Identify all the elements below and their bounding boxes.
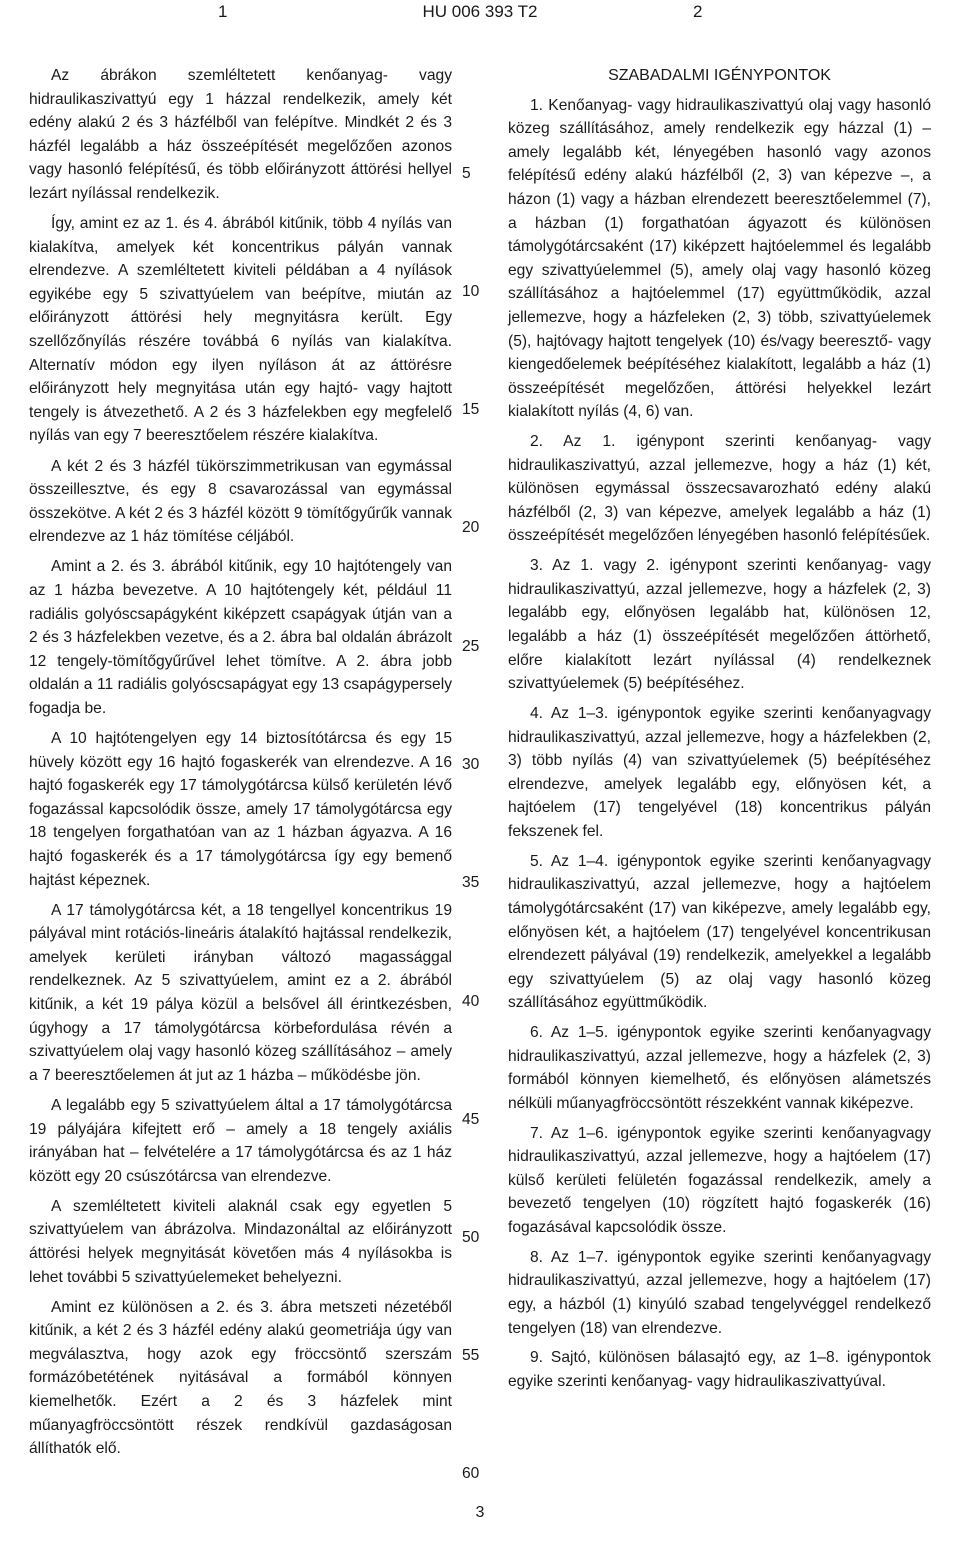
line-number: 20	[462, 519, 480, 536]
header-page-left: 1	[218, 2, 228, 21]
line-number: 50	[462, 1229, 480, 1246]
paragraph: A szemléltetett kiviteli alaknál csak egy egyetlen 5 szivattyúelem van ábrázolva. Mindazonáltal az előirányzott áttörési helyek megnyitását követően más 4 nyílásokba is lehet további 5 szivattyúelemeket behelyezni.	[29, 1197, 452, 1286]
claim: 9. Sajtó, különösen bálasajtó egy, az 1–8. igénypontok egyike szerinti kenőanyag- vagy hidraulikaszivattyúval.	[508, 1349, 931, 1390]
claim: 4. Az 1–3. igénypontok egyike szerinti kenőanyagvagy hidraulikaszivattyú, azzal jellemezve, hogy a házfelekben (2, 3) több nyílás (4) van szivattyúelemek (5) beépítéséhez elrendezve, amelyek legalább egy, előnyösen két, a hajtóelem (17) tengelyével (18) koncentrikus pályán fekszenek fel.	[508, 705, 931, 840]
line-number: 5	[462, 165, 471, 182]
line-number: 30	[462, 756, 480, 773]
line-number: 15	[462, 401, 480, 418]
paragraph: Amint ez különösen a 2. és 3. ábra metszeti nézetéből kitűnik, a két 2 és 3 házfél edény alakú geometriája úgy van megválasztva, hogy azok egy fröccsöntő szerszám formázóbetétének nyitásával a formából könnyen kiemelhetők. Ezért a 2 és 3 házfelek mint műanyagfröccsöntött részek rendkívül gazdaságosan állíthatók elő.	[29, 1298, 452, 1458]
paragraph: Az ábrákon szemléltetett kenőanyag- vagy hidraulikaszivattyú egy 1 házzal rendelkezik, amely két edény alakú 2 és 3 házfélből van felépítve. Mindkét 2 és 3 házfél legalább a ház összeépítését megelőzően azonos vagy hasonló felépítésű, és több előirányzott áttörési hellyel lezárt nyílással rendelkezik.	[29, 67, 452, 202]
header-doc-number: HU 006 393 T2	[422, 2, 538, 21]
paragraph: A 17 támolygótárcsa két, a 18 tengellyel koncentrikus 19 pályával mint rotációs-lineáris átalakító hajtással rendelkezik, amelyek kerületi irányban változó magassággal rendelkeznek. Az 5 szivattyúelem, amint ez a 2. ábrából kitűnik, a két 19 pálya közül a belsővel áll érintkezésben, úgyhogy a 17 támolygótárcsa körbefordulása révén a szivattyúelem olaj vagy hasonló közeg szállításához – amely a 7 beeresztőelemen át jut az 1 házba – működésbe jön.	[29, 901, 452, 1084]
footer-page-number: 3	[475, 1504, 485, 1521]
paragraph: Amint a 2. és 3. ábrából kitűnik, egy 10 hajtótengely van az 1 házba bevezetve. A 10 hajtótengely két, például 11 radiális golyóscsapágyként kiképzett csapágyak útján van a 2 és 3 házfelekben vezetve, és a 2. ábra bal oldalán ábrázolt 12 tengely-tömítőgyűrűvel lehet tömítve. A 2. ábra jobb oldalán a 11 radiális golyóscsapágyat egy 13 csapágypersely fogadja be.	[29, 558, 452, 717]
claim: 2. Az 1. igénypont szerinti kenőanyag- vagy hidraulikaszivattyú, azzal jellemezve, hogy a ház (1) két, különösen egymással összecsavarozható edény alakú házfélből (2, 3) van képezve, amelyek legalább a ház (1) összeépítését megelőzően lényegében hasonló felépítésűek.	[508, 433, 931, 545]
line-number: 45	[462, 1111, 480, 1128]
line-number: 55	[462, 1347, 480, 1364]
claims-title: SZABADALMI IGÉNYPONTOK	[608, 67, 831, 84]
header-page-right: 2	[693, 2, 703, 21]
line-number: 60	[462, 1465, 480, 1482]
claim: 7. Az 1–6. igénypontok egyike szerinti kenőanyagvagy hidraulikaszivattyú, azzal jellemezve, hogy a hajtóelem (17) külső kerületi felületén fogazással rendelkezik, amely a bevezető tengelyen (10) rögzített hajtó fogaskerék (16) fogazásával kapcsolódik össze.	[508, 1124, 931, 1237]
claim: 3. Az 1. vagy 2. igénypont szerinti kenőanyag- vagy hidraulikaszivattyú, azzal jellemezve, hogy a házfelek (2, 3) legalább egy, előnyösen legalább hat, különösen 12, legalább a ház (1) összeépítését megelőzően áttörhető, előre kialakított lezárt nyílással (4) rendelkeznek szivattyúelemek (5) beépítéséhez.	[508, 557, 931, 693]
paragraph: Így, amint ez az 1. és 4. ábrából kitűnik, több 4 nyílás van kialakítva, amelyek két koncentrikus pályán vannak elrendezve. A szemléltetett kiviteli példában a 4 nyílások egyikébe egy 5 szivattyúelem van beépítve, miután az előirányzott áttörési hely megnyitásra került. Egy szellőzőnyílás részére továbbá 6 nyílás van kialakítva. Alternatív módon egy ilyen nyíláson át az áttörésre előirányzott hely megnyitása után egy hajtó- vagy hajtott tengely is átvezethető. A 2 és 3 házfelekben egy megfelelő nyílás van egy 7 beeresztőelem részére kialakítva.	[29, 215, 452, 445]
line-number: 40	[462, 993, 480, 1010]
claims-column	[508, 64, 931, 1400]
line-number: 10	[462, 283, 480, 300]
description-column	[29, 64, 452, 1467]
line-number: 25	[462, 638, 480, 655]
claim: 5. Az 1–4. igénypontok egyike szerinti kenőanyagvagy hidraulikaszivattyú, azzal jellemezve, hogy a hajtóelem támolygótárcsaként (17) van kiképezve, amely legalább egy, előnyösen két, a hajtóelem (17) tengelyével koncentrikusan elrendezett pályával (19) rendelkezik, amelyekkel a legalább egy szivattyúelem (5) az olaj vagy hasonló közeg szállításához együttműködik.	[508, 852, 931, 1012]
claim: 1. Kenőanyag- vagy hidraulikaszivattyú olaj vagy hasonló közeg szállításához, amely rendelkezik egy házzal (1) – amely legalább két, lényegében hasonló vagy azonos felépítésű edény alakú házfélből (2, 3) van képezve –, a házon (1) vagy a házban elrendezett beeresztőelemmel (7), a házban (1) forgathatóan ágyazott és különösen támolygótárcsaként (17) kiképzett hajtóelemmel és legalább egy szivattyúelemmel (5), amely olaj vagy hasonló közeg szállításához a hajtóelemmel (17) együttműködik, azzal jellemezve, hogy a házfeleken (2, 3) több, szivattyúelemek (5), hajtóvagy hajtott tengelyek (10) és/vagy beeresztő- vagy kiengedőelemek beépítéséhez kialakított, legalább a ház (1) összeépítését megelőzően, áttörési helyekkel lezárt kialakított nyílás (4, 6) van.	[508, 96, 931, 421]
paragraph: A két 2 és 3 házfél tükörszimmetrikusan van egymással összeillesztve, és egy 8 csavarozással van egymással összekötve. A két 2 és 3 házfél között 9 tömítőgyűrűk vannak elrendezve az 1 ház tömítése céljából.	[29, 457, 452, 546]
claim: 6. Az 1–5. igénypontok egyike szerinti kenőanyagvagy hidraulikaszivattyú, azzal jellemezve, hogy a házfelek (2, 3) formából könnyen kiemelhető, és előnyösen alámetszés nélküli műanyagfröccsöntött részekként vannak kiképezve.	[508, 1024, 931, 1112]
paragraph: A 10 hajtótengelyen egy 14 biztosítótárcsa és egy 15 hüvely között egy 16 hajtó fogaskerék van elrendezve. A 16 hajtó fogaskerék egy 17 támolygótárcsa külső kerületén lévő fogazással kapcsolódik össze, amely 17 támolygótárcsa egy 18 tengelyen forgathatóan van az 1 házban ágyazva. A 16 hajtó fogaskerék és a 17 támolygótárcsa így egy bemenő hajtást képeznek.	[29, 730, 452, 889]
line-number: 35	[462, 874, 480, 891]
claim: 8. Az 1–7. igénypontok egyike szerinti kenőanyagvagy hidraulikaszivattyú, azzal jellemezve, hogy a hajtóelem (17) egy, a házból (1) kinyúló szabad tengelyvéggel rendelkező tengelyen (18) van elrendezve.	[508, 1248, 931, 1337]
paragraph: A legalább egy 5 szivattyúelem által a 17 támolygótárcsa 19 pályájára kifejtett erő – amely a 18 tengely axiális irányában hat – felvételére a 17 támolygótárcsa és az 1 ház között egy 20 csúszótárcsa van elrendezve.	[29, 1096, 452, 1185]
